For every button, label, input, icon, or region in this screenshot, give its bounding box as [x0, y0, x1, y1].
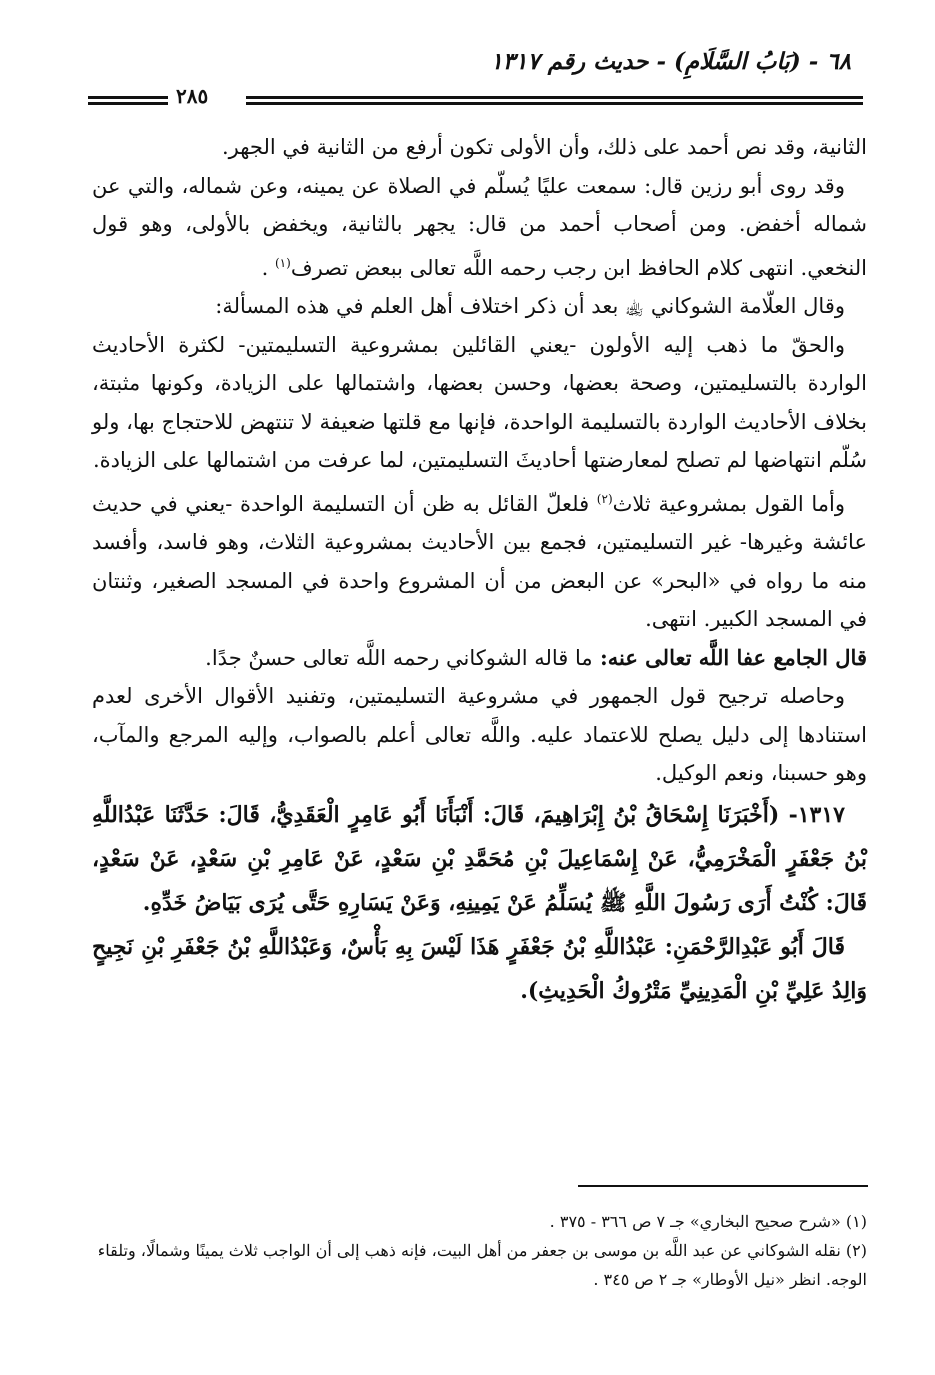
footnote-2: (٢) نقله الشوكاني عن عبد اللَّه بن موسى بن جعفر من أهل البيت، فإنه ذهب إلى أن الواجب ثلاث يمينًا وشمالًا، وتلقاء الوجه. انظر «نيل الأوطار» جـ ٢ ص ٣٤٥ .: [97, 1241, 867, 1289]
paragraph: الثانية، وقد نص أحمد على ذلك، وأن الأولى تكون أرفع من الثانية في الجهر.: [221, 135, 867, 159]
paragraph: والحقّ ما ذهب إليه الأولون -يعني القائلين بمشروعية التسليمتين- لكثرة الأحاديث الواردة بالتسليمتين، وصحة بعضها، وحسن بعضها، واشتمالها على الزيادة، وكونها مثبتة، بخلاف الأحاديث الواردة بالتسليمة الواحدة، فإنها مع قلتها ضعيفة لا تنتهض للاحتجاج بها، ولو سُلّم انتهاضها لم تصلح لمعارضتها أحاديثَ التسليمتين، لما عرفت من اشتمالها على الزيادة.: [92, 332, 867, 472]
header-rule-right: [246, 96, 863, 108]
paragraph: وحاصله ترجيح قول الجمهور في مشروعية التسليمتين، وتفنيد الأقوال الأخرى لعدم استنادها إلى دليل يصلح للاعتماد عليه. واللَّه تعالى أعلم بالصواب، وإليه المرجع والمآب، وهو حسبنا، ونعم الوكيل.: [92, 684, 867, 785]
paragraph-text: ما قاله الشوكاني رحمه اللَّه تعالى حسنٌ جدًا.: [205, 645, 593, 670]
paragraph: وقال العلّامة الشوكاني ﵀ بعد أن ذكر اختلاف أهل العلم في هذه المسألة:: [215, 294, 845, 318]
paragraph: [92, 480, 867, 639]
footnote-1: (١) «شرح صحيح البخاري» جـ ٧ ص ٣٦٦ - ٣٧٥ .: [549, 1212, 867, 1231]
paragraph-text: فلعلّ القائل به ظن أن التسليمة الواحدة -يعني في حديث عائشة وغيرها- غير التسليمتين، فجمع بين الأحاديث بمشروعية الثلاث، وهو فاسد، وأفسد منه ما رواه في «البحر» عن البعض من أن المشروع واحدة في المسجد الصغير، وثنتان في المسجد الكبير. انتهى.: [92, 491, 867, 631]
paragraph-text: وقد روى أبو رزين قال: سمعت عليًا يُسلّم في الصلاة عن يمينه، وعن شماله، والتي عن شماله أخفض. ومن أصحاب أحمد من قال: يجهر بالثانية، ويخفض بالأولى، وهو قول النخعي. انتهى كلام الحافظ ابن رجب رحمه اللَّه تعالى ببعض تصرف: [92, 173, 867, 280]
page-number: ٢٨٥: [176, 84, 209, 108]
main-text: [92, 128, 867, 1013]
paragraph: وقد روى أبو رزين قال: سمعت عليًا يُسلّم في الصلاة عن يمينه، وعن شماله، والتي عن شماله أخفض. ومن أصحاب أحمد من قال: يجهر بالثانية، ويخفض بالأولى، وهو قول النخعي. انتهى كلام الحافظ ابن رجب رحمه اللَّه تعالى ببعض تصرف$^{(١)}$ .: [92, 173, 867, 280]
footnote-ref: (١): [274, 255, 291, 270]
footnote-ref: (٢): [596, 491, 613, 506]
footnotes: [92, 1207, 867, 1294]
header-rule-left: [88, 96, 168, 108]
footnote-separator: [578, 1185, 868, 1187]
author-note-heading: قال الجامع عفا اللَّه تعالى عنه:: [592, 644, 867, 670]
hadith-text: ١٣١٧- (أَخْبَرَنَا إِسْحَاقُ بْنُ إِبْرَاهِيمَ، قَالَ: أَنْبَأَنَا أَبُو عَامِرٍ الْعَقَدِيُّ، قَالَ: حَدَّثَنَا عَبْدُاللَّهِ بْنُ جَعْفَرٍ الْمَخْرَمِيُّ، عَنْ إِسْمَاعِيلَ بْنِ مُحَمَّدِ بْنِ سَعْدٍ، عَنْ عَامِرِ بْنِ سَعْدٍ، عَنْ سَعْدٍ، قَالَ: كُنْتُ أَرَى رَسُولَ اللَّهِ ﷺ يُسَلِّمُ عَنْ يَمِينِهِ، وَعَنْ يَسَارِهِ حَتَّى يُرَى بَيَاضُ خَدِّهِ.: [92, 801, 867, 916]
running-header-title: ٦٨ - (بَابُ السَّلَامِ) - حديث رقم ١٣١٧: [490, 48, 851, 75]
paragraph-text: وأما القول بمشروعية ثلاث: [612, 491, 845, 516]
paragraph: [92, 639, 867, 678]
hadith-comment: قَالَ أَبُو عَبْدِالرَّحْمَنِ: عَبْدُاللَّهِ بْنُ جَعْفَرٍ هَذَا لَيْسَ بِهِ بَأْسٌ، وَعَبْدُاللَّهِ بْنُ جَعْفَرِ بْنِ نَجِيحٍ وَالِدُ عَلِيِّ بْنِ الْمَدِينِيِّ مَتْرُوكُ الْحَدِيثِ).: [92, 933, 867, 1004]
